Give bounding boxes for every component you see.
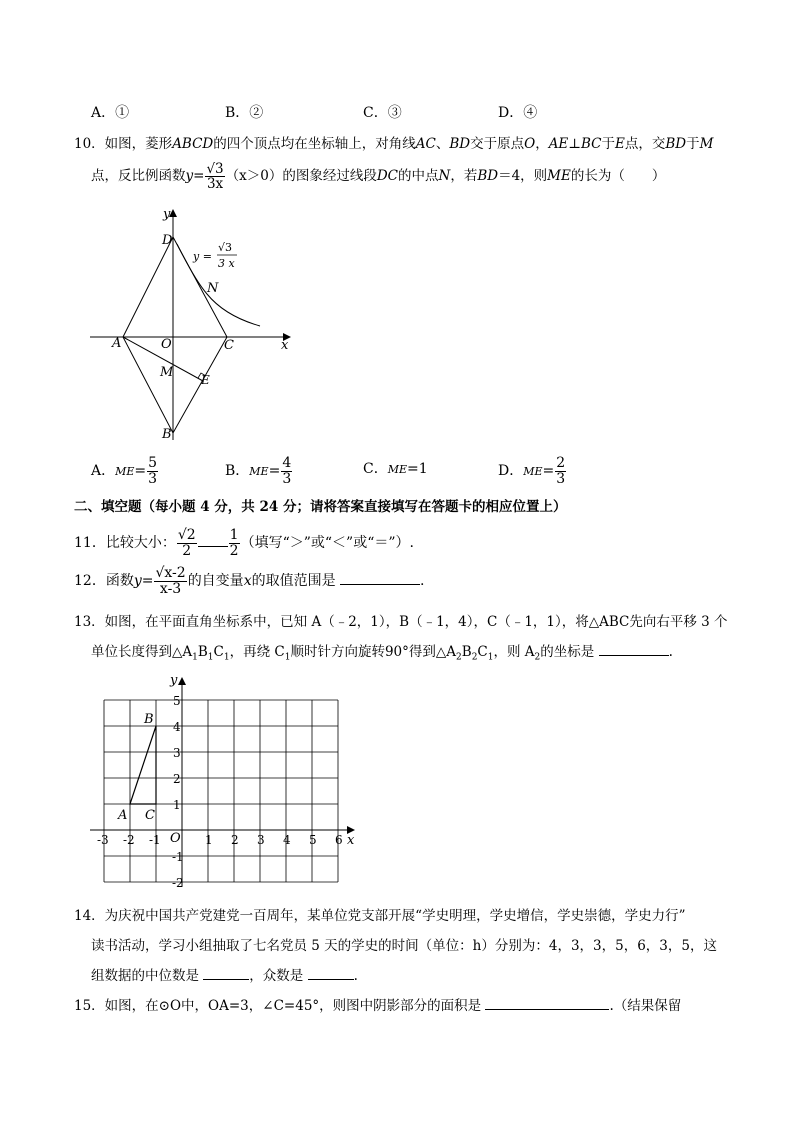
grid-label-o: O [170,831,181,846]
q13-line2: 单位长度得到$\triangle A_1B_1C_1$，再绕 $C_1$顺时针方向旋转90°得到$\triangle A_2B_2C_1$，则 $A_2$的坐标是 . [91,644,673,663]
curve-eq-y: y = [193,250,212,263]
x-tick-label: 5 [309,833,317,847]
label-n: N [207,281,219,296]
q10-option-a: A．ME= $\frac{5}{3}$ [91,455,158,487]
q10-rhombus-figure [85,200,300,450]
y-tick-label: 3 [173,746,181,760]
q14-line1: 14．为庆祝中国共产党建党一百周年，某单位党支部开展“学史明理，学史增信，学史崇德，学史力行” [74,908,686,924]
grid-label-a: A [118,808,128,823]
grid-label-b: B [144,712,154,727]
label-m: M [160,365,174,380]
x-tick-label: 1 [205,833,213,847]
q14-median-blank[interactable] [203,977,249,980]
label-e: E [201,373,210,387]
q13-grid-figure [88,674,360,888]
y-tick-label: 5 [173,694,181,708]
q11-answer-blank[interactable] [198,544,228,547]
label-x: x [281,338,289,353]
y-tick-label: -2 [172,876,184,888]
q11: 11．比较大小： $\frac{√2}{2}$ $\frac{1}{2}$ （填写“＞”或“＜”或“＝”）. [74,527,414,559]
x-tick-label: 4 [283,833,291,847]
q12-answer-blank[interactable] [340,582,420,585]
label-o: O [161,337,172,352]
q14-mode-blank[interactable] [308,977,354,980]
q9-option-b: B．② [225,105,264,121]
q9-option-c: C．③ [363,105,402,121]
q10-fraction: $\frac{√3}{3x}$ [206,161,224,193]
q15-answer-blank[interactable] [485,1007,609,1010]
q10-option-d: D．ME= $\frac{2}{3}$ [498,455,566,487]
rhombus [123,237,227,433]
x-tick-label: 3 [257,833,265,847]
curve-eq-num: √3 [218,241,233,254]
label-c: C [224,338,234,353]
label-y: y [163,207,171,222]
q9-option-d: D．④ [498,105,538,121]
y-tick-label: 4 [173,720,181,734]
x-tick-label: -3 [97,833,109,847]
triangle-abc [130,726,156,804]
x-tick-label: -1 [149,833,161,847]
label-b: B [162,427,172,442]
q10-line1: 10．如图，菱形ABCD的四个顶点均在坐标轴上，对角线AC、BD交于原点O，AE⊥BC于E点，交BD于M [74,136,714,152]
grid-label-x: x [347,833,355,848]
q9-option-a: A．① [91,105,130,121]
y-tick-label: 2 [173,772,181,786]
x-tick-label: 2 [231,833,239,847]
q10-option-b: B．ME= $\frac{4}{3}$ [225,455,292,487]
label-d: D [162,233,173,248]
x-tick-labels [97,833,343,847]
curve-eq-den: 3 x [218,257,235,270]
x-tick-label: -2 [123,833,135,847]
label-a: A [112,336,122,351]
q10-option-c: C．ME=1 [363,461,428,477]
x-tick-label: 6 [335,833,343,847]
q12: 12．函数y= $\frac{√x-2}{x-3}$ 的自变量x的取值范围是 . [74,565,425,597]
grid-label-y: y [170,674,178,688]
y-tick-label: -1 [172,850,184,864]
grid-lines [104,700,338,882]
section2-heading: 二、填空题（每小题 4 分，共 24 分；请将答案直接填写在答题卡的相应位置上） [74,499,567,515]
q14-line2: 读书活动，学习小组抽取了七名党员 5 天的学史的时间（单位：h）分别为：4，3，3，5，6，3，5，这 [91,938,717,954]
q10-line2: 点，反比例函数y= $\frac{√3}{3x}$ （x＞0）的图象经过线段DC的中点N，若BD＝4，则ME的长为（ ） [91,161,666,193]
q13-answer-blank[interactable] [599,653,669,656]
q15: 15．如图，在⊙O中，OA=3，∠C=45°，则图中阴影部分的面积是 .（结果保留 [74,998,682,1014]
y-tick-label: 1 [173,798,181,812]
grid-label-c: C [145,808,155,823]
q13-line1: 13．如图，在平面直角坐标系中，已知 A（﹣2，1），B（﹣1，4），C（﹣1，1），将△ABC先向右平移 3 个 [74,614,728,630]
q14-line3: 组数据的中位数是 ，众数是 . [91,968,358,984]
